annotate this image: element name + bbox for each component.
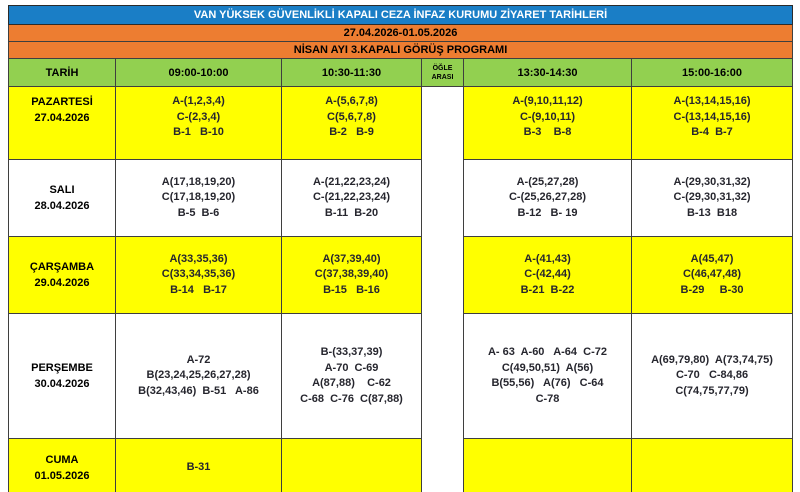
visit-group-line: A(45,47): [690, 252, 734, 265]
day-date: 27.04.2026: [34, 112, 90, 124]
page-title: VAN YÜKSEK GÜVENLİKLİ KAPALI CEZA İNFAZ KURUMU ZİYARET TARİHLERİ: [9, 6, 793, 25]
visit-group-line: A-(5,6,7,8): [325, 95, 378, 107]
schedule-cell: [116, 314, 282, 439]
visit-group-line: B-12 B- 19: [517, 206, 578, 219]
table-row: [9, 160, 793, 237]
schedule-cell: [632, 314, 793, 439]
visit-group-line: C(46,47,48): [682, 268, 742, 281]
visit-group-line: C-(42,44): [524, 268, 571, 281]
table-row: [9, 314, 793, 439]
visit-group-line: A(17,18,19,20): [161, 175, 236, 188]
column-header-1030-1130: 10:30-11:30: [282, 59, 422, 87]
schedule-cell: [464, 439, 632, 492]
day-name: CUMA: [45, 453, 79, 466]
column-header-1500-1600: 15:00-16:00: [632, 59, 793, 87]
day-date: 30.04.2026: [34, 378, 90, 390]
day-name: SALI: [49, 184, 75, 196]
schedule-cell: [464, 87, 632, 160]
schedule-cell: [632, 87, 793, 160]
visit-group-line: B(55,56) A(76) C-64: [491, 377, 604, 389]
day-name: ÇARŞAMBA: [29, 261, 95, 273]
day-name: PERŞEMBE: [31, 362, 93, 374]
schedule-cell: [282, 237, 422, 314]
row-day-cell: [9, 237, 116, 314]
visit-group-line: C-68 C-76 C(87,88): [300, 392, 403, 405]
schedule-cell: [116, 87, 282, 160]
visit-group-line: A-(21,22,23,24): [312, 175, 391, 188]
schedule-cell: [464, 160, 632, 237]
schedule-cell: [116, 160, 282, 237]
visit-group-line: C-(25,26,27,28): [508, 191, 587, 204]
visit-group-line: A-(25,27,28): [516, 175, 579, 188]
visit-group-line: C(17,18,19,20): [161, 191, 236, 204]
visit-group-line: B(23,24,25,26,27,28): [146, 369, 251, 382]
table-row: [9, 87, 793, 160]
visit-group-line: B-1 B-10: [173, 126, 224, 138]
day-date: 01.05.2026: [34, 469, 90, 482]
schedule-cell: [116, 237, 282, 314]
visit-group-line: B-11 B-20: [324, 206, 379, 219]
visit-group-line: B-2 B-9: [329, 126, 374, 138]
visit-group-line: B-31: [186, 460, 211, 473]
date-range: 27.04.2026-01.05.2026: [9, 25, 793, 42]
visit-group-line: B-5 B-6: [177, 206, 220, 219]
visit-group-line: A-(13,14,15,16): [673, 95, 751, 107]
visit-group-line: C(33,34,35,36): [161, 268, 236, 281]
visit-group-line: B-15 B-16: [323, 283, 380, 296]
schedule-cell: [282, 87, 422, 160]
visit-group-line: C(49,50,51) A(56): [501, 361, 594, 374]
table-row: [9, 439, 793, 492]
visit-group-line: C-(29,30,31,32): [673, 191, 751, 204]
row-day-cell: [9, 314, 116, 439]
visit-group-line: B(32,43,46) B-51 A-86: [138, 384, 259, 397]
visit-group-line: A-(41,43): [524, 252, 571, 265]
schedule-cell: [632, 439, 793, 492]
visit-group-line: C(74,75,77,79): [675, 384, 749, 397]
visit-group-line: B-21 B-22: [520, 283, 575, 296]
visit-group-line: A(37,39,40): [322, 252, 381, 265]
visit-group-line: A(33,35,36): [169, 252, 228, 265]
visit-group-line: C(5,6,7,8): [327, 110, 376, 123]
visit-group-line: C-78: [535, 392, 560, 405]
visit-group-line: C-70 C-84,86: [675, 369, 749, 382]
row-day-cell: [9, 439, 116, 492]
column-header-tarih: TARİH: [9, 59, 116, 87]
visit-group-line: C(37,38,39,40): [314, 268, 389, 281]
visit-group-line: B-29 B-30: [680, 283, 744, 296]
visit-group-line: B-14 B-17: [170, 283, 227, 296]
schedule-cell: [464, 237, 632, 314]
visit-group-line: A-70 C-69: [324, 361, 379, 374]
schedule-cell: [632, 160, 793, 237]
column-header-1330-1430: 13:30-14:30: [464, 59, 632, 87]
schedule-cell: [632, 237, 793, 314]
schedule-cell: [282, 439, 422, 492]
date-range-row: [9, 25, 793, 42]
row-day-cell: [9, 160, 116, 237]
column-header-0900-1000: 09:00-10:00: [116, 59, 282, 87]
visit-group-line: B-4 B-7: [691, 126, 733, 138]
visit-group-line: A-(1,2,3,4): [172, 95, 225, 107]
lunch-break-column: [422, 87, 464, 492]
visit-group-line: C-(13,14,15,16): [673, 110, 751, 123]
column-header-lunch-break: ÖĞLE ARASI: [422, 59, 464, 87]
visit-group-line: A(87,88) C-62: [312, 377, 391, 389]
visit-group-line: A- 63 A-60 A-64 C-72: [487, 346, 607, 358]
day-name: PAZARTESİ: [31, 96, 93, 108]
visit-group-line: C-(21,22,23,24): [312, 191, 391, 204]
schedule-cell: [282, 160, 422, 237]
table-row: [9, 237, 793, 314]
visit-group-line: A-72: [186, 353, 211, 366]
visit-schedule-table: [8, 5, 793, 492]
schedule-cell: [282, 314, 422, 439]
visit-group-line: C-(2,3,4): [176, 110, 221, 123]
schedule-body: [9, 87, 793, 492]
program-title: NİSAN AYI 3.KAPALI GÖRÜŞ PROGRAMI: [9, 42, 793, 59]
row-day-cell: [9, 87, 116, 160]
visit-group-line: A-(9,10,11,12): [512, 95, 583, 107]
title-row: [9, 6, 793, 25]
day-date: 28.04.2026: [34, 200, 90, 212]
visit-group-line: B-13 B18: [686, 206, 738, 219]
visit-group-line: C-(9,10,11): [519, 110, 576, 123]
visit-group-line: B-(33,37,39): [320, 346, 383, 358]
visit-group-line: A-(29,30,31,32): [673, 175, 751, 188]
day-date: 29.04.2026: [34, 277, 90, 289]
visit-group-line: A(69,79,80) A(73,74,75): [651, 353, 773, 366]
schedule-cell: [116, 439, 282, 492]
column-header-row: [9, 59, 793, 87]
program-row: [9, 42, 793, 59]
visit-group-line: B-3 B-8: [523, 126, 572, 138]
schedule-cell: [464, 314, 632, 439]
